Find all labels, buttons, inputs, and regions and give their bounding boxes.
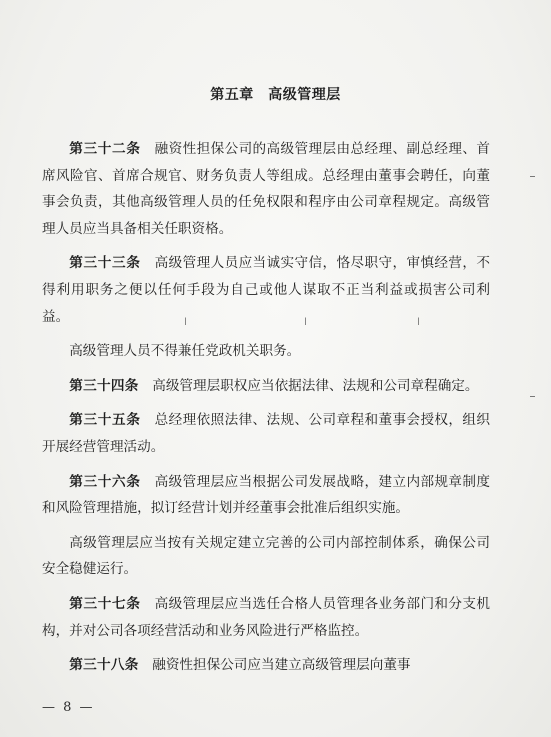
article-36-subparagraph: [42, 530, 490, 583]
article-38-paragraph: [42, 652, 490, 679]
page-number: — 8 —: [42, 700, 95, 715]
article-34-paragraph: [42, 373, 490, 400]
article-text: 总经理依照法律、法规、公司章程和董事会授权，组织开展经营管理活动。: [42, 412, 490, 455]
article-number: 第三十六条: [69, 473, 141, 490]
article-text: 融资性担保公司的高级管理层由总经理、副总经理、首席风险官、首席合规官、财务负责人等组成。总经理由董事会聘任，向董事会负责，其他高级管理人员的任免权限和程序由公司章程规定。高级管理人员应当具备相关任职资格。: [42, 141, 490, 237]
article-text: 高级管理人员应当诚实守信，恪尽职守，审慎经营，不得利用职务之便以任何手段为自己或他人谋取不正当利益或损害公司利益。: [42, 255, 490, 325]
article-text: 融资性担保公司应当建立高级管理层向董事: [138, 657, 411, 674]
article-35-paragraph: [42, 407, 490, 460]
article-33-subparagraph: [42, 338, 490, 365]
article-text: 高级管理层应当按有关规定建立完善的公司内部控制体系，确保公司安全稳健运行。: [42, 534, 490, 578]
scan-speck: ǀ: [304, 317, 307, 328]
scan-speck: ǀ: [184, 317, 187, 328]
document-body: [42, 136, 490, 687]
article-33-paragraph: [42, 250, 490, 330]
scan-speck: ǀ: [417, 317, 420, 328]
article-37-paragraph: [42, 591, 490, 644]
article-text: 高级管理层职权应当依据法律、法规和公司章程确定。: [138, 377, 479, 394]
article-32-paragraph: [42, 136, 490, 242]
article-text: 高级管理层应当选任合格人员管理各业务部门和分支机构，并对公司各项经营活动和业务风险进行严格监控。: [42, 595, 490, 639]
article-number: 第三十三条: [69, 255, 141, 272]
chapter-title: 第五章 高级管理层: [210, 87, 341, 103]
article-number: 第三十五条: [69, 412, 141, 429]
article-36-paragraph: [42, 469, 490, 522]
article-number: 第三十四条: [69, 377, 139, 394]
article-number: 第三十八条: [69, 657, 139, 674]
scan-edge-mark: [530, 176, 535, 177]
article-number: 第三十二条: [69, 141, 141, 157]
article-text: 高级管理层应当根据公司发展战略，建立内部规章制度和风险管理措施，拟订经营计划并经董事会批准后组织实施。: [42, 473, 490, 517]
scan-edge-mark: [530, 396, 535, 397]
article-number: 第三十七条: [69, 595, 141, 612]
article-text: 高级管理人员不得兼任党政机关职务。: [69, 343, 301, 360]
